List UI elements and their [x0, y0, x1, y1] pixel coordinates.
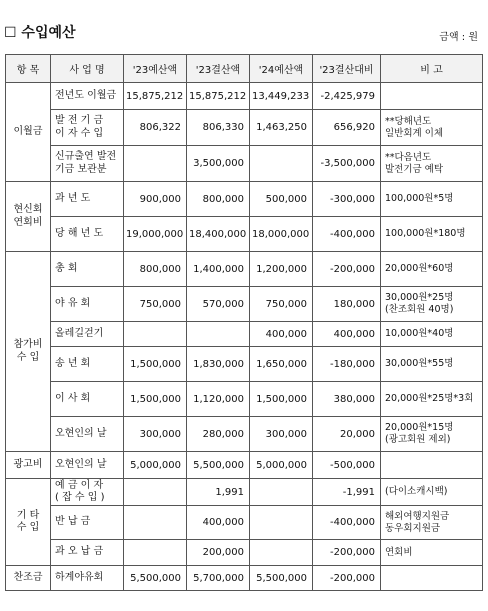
table-row [6, 110, 483, 146]
remarks-cell: 100,000원*180명 [381, 217, 483, 252]
page-title: ☐ 수입예산 [4, 25, 76, 41]
table-row [6, 452, 483, 479]
project-name-cell: 이 사 회 [51, 382, 124, 417]
budget-23-cell: 5,000,000 [124, 452, 187, 479]
project-name-cell: 반 납 금 [51, 506, 124, 540]
project-name-cell: 과 오 납 금 [51, 540, 124, 566]
diff-cell: 20,000 [313, 417, 381, 452]
table-row [6, 322, 483, 347]
diff-cell: -400,000 [313, 506, 381, 540]
remarks-cell: (다이소캐시백) [381, 479, 483, 506]
project-name-cell: 송 년 회 [51, 347, 124, 382]
settled-23-cell: 200,000 [187, 540, 250, 566]
category-cell: 이월금 [6, 83, 51, 182]
diff-cell: -200,000 [313, 566, 381, 591]
budget-23-cell: 1,500,000 [124, 382, 187, 417]
table-row [6, 146, 483, 182]
project-name-cell: 예 금 이 자 ( 잡 수 입 ) [51, 479, 124, 506]
remarks-cell: 10,000원*40명 [381, 322, 483, 347]
budget-23-cell [124, 479, 187, 506]
budget-24-cell: 5,500,000 [250, 566, 313, 591]
header [4, 22, 484, 42]
category-cell: 기 타 수 입 [6, 479, 51, 566]
table-row [6, 479, 483, 506]
table-row [6, 417, 483, 452]
budget-23-cell: 300,000 [124, 417, 187, 452]
budget-24-cell: 5,000,000 [250, 452, 313, 479]
settled-23-cell: 1,120,000 [187, 382, 250, 417]
budget-24-cell [250, 479, 313, 506]
project-name-cell: 하계야유회 [51, 566, 124, 591]
header-project: 사 업 명 [51, 55, 124, 83]
settled-23-cell: 800,000 [187, 182, 250, 217]
project-name-cell: 전년도 이월금 [51, 83, 124, 110]
table-row [6, 382, 483, 417]
diff-cell: -400,000 [313, 217, 381, 252]
settled-23-cell: 18,400,000 [187, 217, 250, 252]
diff-cell: -500,000 [313, 452, 381, 479]
remarks-cell: 20,000원*60명 [381, 252, 483, 287]
header-budget-23: '23예산액 [124, 55, 187, 83]
category-cell: 찬조금 [6, 566, 51, 591]
table-row [6, 566, 483, 591]
diff-cell: -200,000 [313, 540, 381, 566]
project-name-cell: 당 해 년 도 [51, 217, 124, 252]
table-row [6, 182, 483, 217]
settled-23-cell: 400,000 [187, 506, 250, 540]
table-header-row [6, 55, 483, 83]
remarks-cell: **다음년도 발전기금 예탁 [381, 146, 483, 182]
budget-24-cell [250, 540, 313, 566]
unit-label: 금액 : 원 [439, 32, 478, 43]
table-row [6, 540, 483, 566]
diff-cell: 180,000 [313, 287, 381, 322]
category-cell: 참가비 수 입 [6, 252, 51, 452]
budget-24-cell: 500,000 [250, 182, 313, 217]
project-name-cell: 오현인의 날 [51, 417, 124, 452]
table-row [6, 83, 483, 110]
project-name-cell: 발 전 기 금 이 자 수 입 [51, 110, 124, 146]
budget-24-cell: 750,000 [250, 287, 313, 322]
remarks-cell [381, 83, 483, 110]
budget-24-cell: 1,463,250 [250, 110, 313, 146]
remarks-cell: 20,000원*15명 (광고회원 제외) [381, 417, 483, 452]
remarks-cell [381, 452, 483, 479]
table-row [6, 347, 483, 382]
diff-cell: 400,000 [313, 322, 381, 347]
settled-23-cell: 5,500,000 [187, 452, 250, 479]
table-row [6, 252, 483, 287]
header-diff: '23결산대비 [313, 55, 381, 83]
project-name-cell: 총 회 [51, 252, 124, 287]
project-name-cell: 올레길걷기 [51, 322, 124, 347]
settled-23-cell: 806,330 [187, 110, 250, 146]
remarks-cell: 30,000원*25명 (찬조회원 40명) [381, 287, 483, 322]
settled-23-cell: 3,500,000 [187, 146, 250, 182]
category-cell: 광고비 [6, 452, 51, 479]
settled-23-cell: 1,991 [187, 479, 250, 506]
budget-23-cell: 15,875,212 [124, 83, 187, 110]
diff-cell: 380,000 [313, 382, 381, 417]
budget-24-cell [250, 146, 313, 182]
settled-23-cell: 15,875,212 [187, 83, 250, 110]
table-row [6, 287, 483, 322]
settled-23-cell: 570,000 [187, 287, 250, 322]
budget-23-cell: 1,500,000 [124, 347, 187, 382]
budget-24-cell [250, 506, 313, 540]
diff-cell: -300,000 [313, 182, 381, 217]
budget-24-cell: 400,000 [250, 322, 313, 347]
remarks-cell: 해외여행지원금 동우회지원금 [381, 506, 483, 540]
header-category: 항 목 [6, 55, 51, 83]
project-name-cell: 과 년 도 [51, 182, 124, 217]
budget-24-cell: 13,449,233 [250, 83, 313, 110]
remarks-cell [381, 566, 483, 591]
budget-23-cell [124, 506, 187, 540]
income-budget-table [5, 54, 483, 591]
project-name-cell: 야 유 회 [51, 287, 124, 322]
header-settled-23: '23결산액 [187, 55, 250, 83]
project-name-cell: 오현인의 날 [51, 452, 124, 479]
diff-cell: -3,500,000 [313, 146, 381, 182]
category-cell: 현신회 연회비 [6, 182, 51, 252]
budget-23-cell: 750,000 [124, 287, 187, 322]
budget-23-cell [124, 540, 187, 566]
budget-24-cell: 300,000 [250, 417, 313, 452]
budget-23-cell: 19,000,000 [124, 217, 187, 252]
diff-cell: -2,425,979 [313, 83, 381, 110]
settled-23-cell: 5,700,000 [187, 566, 250, 591]
diff-cell: -180,000 [313, 347, 381, 382]
table-row [6, 506, 483, 540]
settled-23-cell: 1,830,000 [187, 347, 250, 382]
budget-23-cell [124, 146, 187, 182]
budget-24-cell: 1,650,000 [250, 347, 313, 382]
header-remarks: 비 고 [381, 55, 483, 83]
remarks-cell: 100,000원*5명 [381, 182, 483, 217]
remarks-cell: 연회비 [381, 540, 483, 566]
remarks-cell: 20,000원*25명*3회 [381, 382, 483, 417]
diff-cell: -1,991 [313, 479, 381, 506]
budget-24-cell: 1,200,000 [250, 252, 313, 287]
remarks-cell: **당해년도 일반회계 이체 [381, 110, 483, 146]
project-name-cell: 신규출연 발전 기금 보관분 [51, 146, 124, 182]
budget-23-cell: 800,000 [124, 252, 187, 287]
header-budget-24: '24예산액 [250, 55, 313, 83]
budget-23-cell: 900,000 [124, 182, 187, 217]
budget-23-cell: 5,500,000 [124, 566, 187, 591]
table-row [6, 217, 483, 252]
settled-23-cell [187, 322, 250, 347]
budget-24-cell: 1,500,000 [250, 382, 313, 417]
budget-23-cell: 806,322 [124, 110, 187, 146]
remarks-cell: 30,000원*55명 [381, 347, 483, 382]
diff-cell: 656,920 [313, 110, 381, 146]
budget-23-cell [124, 322, 187, 347]
settled-23-cell: 1,400,000 [187, 252, 250, 287]
diff-cell: -200,000 [313, 252, 381, 287]
budget-24-cell: 18,000,000 [250, 217, 313, 252]
settled-23-cell: 280,000 [187, 417, 250, 452]
